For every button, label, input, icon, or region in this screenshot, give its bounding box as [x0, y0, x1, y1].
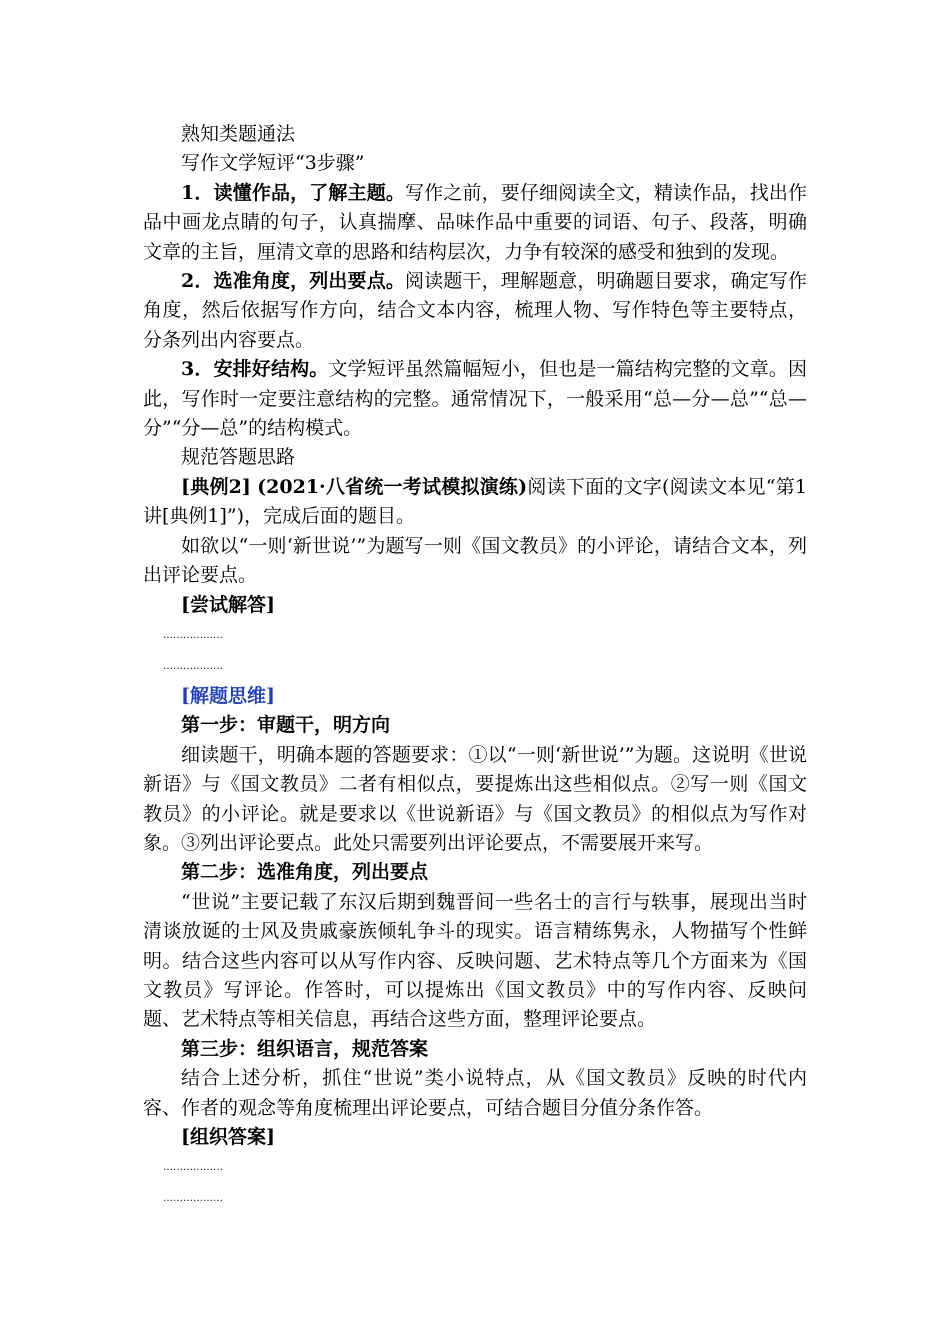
- example-question: 如欲以“一则‘新世说’”为题写一则《国文教员》的小评论，请结合文本，列出评论要点。: [143, 534, 807, 587]
- step-one-text: 细读题干，明确本题的答题要求：①以“一则‘新世说’”为题。这说明《世说新语》与《国文教员》二者有相似点，要提炼出这些相似点。②写一则《国文教员》的小评论。就是要求以《世说新语》与《国文教员》的相似点为写作对象。③列出评论要点。此处只需要列出评论要点，不需要展开来写。: [143, 743, 807, 854]
- step-lead-3: 3．安排好结构。: [181, 358, 329, 381]
- organize-answer-line-1[interactable]: ………………: [163, 1162, 223, 1174]
- step-text-1: 写作之前，要仔细阅读全文，精读作品，找出作品中画龙点睛的句子，认真揣摩、品味作品中重要的词语、句子、段落，明确文章的主旨，厘清文章的思路和结构层次，力争有较深的感受和独到的发现。: [143, 181, 807, 263]
- step-lead-1: 1．读懂作品，了解主题。: [181, 181, 406, 204]
- organize-answer-label: [组织答案]: [181, 1126, 275, 1148]
- thinking-label: [解题思维]: [181, 684, 275, 707]
- step-paragraph-1: [143, 179, 807, 267]
- answer-line-1[interactable]: ………………: [163, 629, 223, 641]
- section-heading-methods: 熟知类题通法: [181, 123, 296, 145]
- organize-answer-line-2[interactable]: ………………: [163, 1193, 223, 1205]
- try-answer-label: [尝试解答]: [181, 593, 275, 616]
- step-paragraph-3: [143, 355, 807, 443]
- step-two-text: “世说”主要记载了东汉后期到魏晋间一些名士的言行与轶事，展现出当时清谈放诞的士风及贵戚豪族倾轧争斗的现实。语言精练隽永，人物描写个性鲜明。结合这些内容可以从写作内容、反映问题、艺术特点等几个方面来为《国文教员》写评论。作答时，可以提炼出《国文教员》中的写作内容、反映问题、艺术特点等相关信息，再结合这些方面，整理评论要点。: [143, 890, 807, 1031]
- step-two-title: 第二步：选准角度，列出要点: [181, 861, 429, 884]
- step-one-title: 第一步：审题干，明方向: [181, 714, 391, 737]
- document-page: [143, 120, 807, 1214]
- answer-line-2[interactable]: ………………: [163, 660, 223, 672]
- step-text-2: 阅读题干，理解题意，明确题目要求，确定写作角度，然后依据写作方向，结合文本内容，梳理人物、写作特色等主要特点，分条列出内容要点。: [143, 270, 807, 351]
- section-subheading-steps: 写作文学短评“3步骤”: [181, 152, 365, 175]
- step-text-3: 文学短评虽然篇幅短小，但也是一篇结构完整的文章。因此，写作时一定要注意结构的完整。通常情况下，一般采用“总—分—总”“总—分”“分—总”的结构模式。: [143, 358, 807, 440]
- section-heading-answer-thinking: 规范答题思路: [181, 446, 296, 469]
- example-source: (2021·八省统一考试模拟演练): [257, 475, 528, 498]
- step-three-text: 结合上述分析，抓住“世说”类小说特点，从《国文教员》反映的时代内容、作者的观念等角度梳理出评论要点，可结合题目分值分条作答。: [143, 1067, 807, 1119]
- step-paragraph-2: [143, 267, 807, 355]
- example-paragraph: [143, 473, 807, 532]
- step-lead-2: 2．选准角度，列出要点。: [181, 270, 406, 293]
- example-tag: [典例2]: [181, 475, 251, 498]
- step-three-title: 第三步：组织语言，规范答案: [181, 1037, 429, 1060]
- example-text: 阅读下面的文字(阅读文本见“第1讲[典例1]”)，完成后面的题目。: [143, 475, 808, 528]
